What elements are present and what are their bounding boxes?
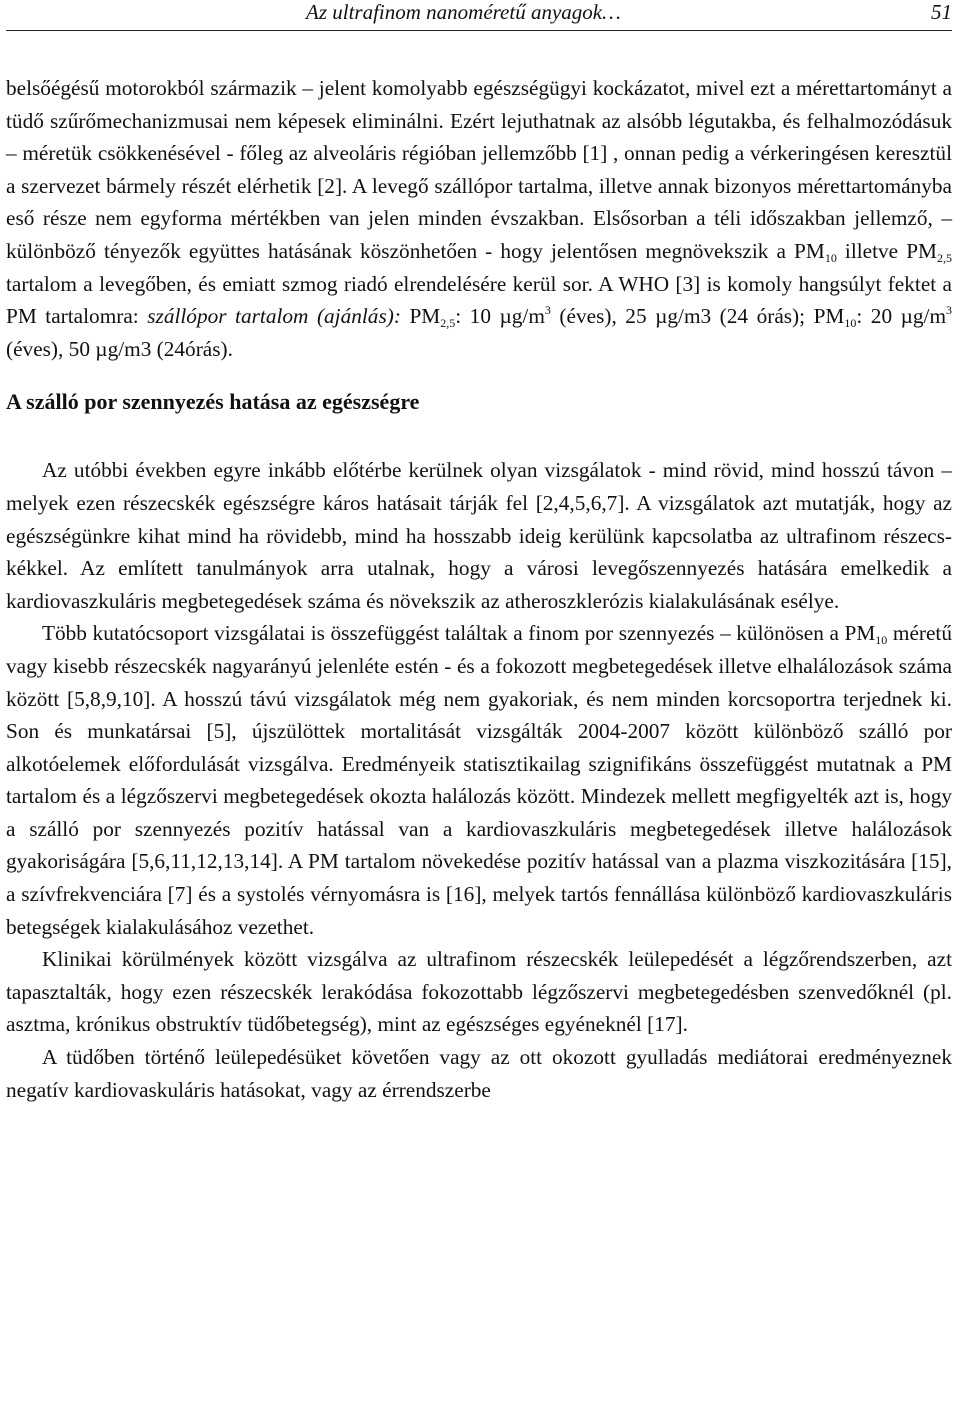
text-run: belsőégésű motorokból származik – jelent komolyabb egészségügyi kockázatot, mivel ezt a mérettartományt a tüdő szűrőmechanizmusai nem képesek eliminálni. Ezért lejuthatnak az alsóbb légutakba, és felhalmozódásuk – méretük csökkenésével - főleg az alveoláris régióban jellemzőbb [1] , onnan pedig a vérkeringésen keresztül a szervezet bármely részét elérhetik [2]. A levegő szállópor tartalma, illetve annak bizonyos mérettartományba eső része nem egyforma mértékben van jelen minden évszakban. Elsősorban a téli időszakban jellemző, – különböző tényezők együttes hatásának köszönhetően - hogy jelentősen megnövekszik a PM	[6, 76, 952, 263]
subscript: 10	[875, 633, 888, 648]
emphasis-text: szállópor tartalom (ajánlás):	[147, 304, 401, 329]
page-number: 51	[931, 0, 952, 24]
subscript: 2,5	[440, 316, 456, 331]
text-run: (éves), 25 µg/m3 (24 órás); PM	[550, 304, 845, 329]
section-heading: A szálló por szennyezés hatása az egészségre	[6, 389, 420, 415]
paragraph: A tüdőben történő leülepedésüket követően vagy az ott okozott gyulladás mediátorai eredményeznek negatív kardiovaskuláris hatásokat, vagy az érrendszerbe	[6, 1045, 952, 1102]
text-run: (éves), 50 µg/m3 (24órás).	[6, 336, 233, 361]
text-run: : 10 µg/m	[455, 304, 545, 329]
paragraph	[6, 617, 952, 943]
subscript: 2,5	[937, 250, 952, 265]
text-run: : 20 µg/m	[856, 304, 947, 329]
page-body	[6, 72, 952, 1106]
text-run: PM	[400, 304, 441, 329]
header-title: Az ultrafinom nanoméretű anyagok…	[306, 0, 621, 24]
subscript: 10	[844, 316, 857, 331]
subscript: 10	[824, 250, 837, 265]
paragraph: Az utóbbi években egyre inkább előtérbe kerülnek olyan vizsgálatok - mind rövid, mind hosszú távon – melyek ezen részecskék egészségre káros hatásait tárják fel [2,4,5,6,7]. A vizsgálatok azt mutatják, hogy az egészségünkre kihat mind ha rövidebb, mind ha hosszabb ideig kerülünk kapcsolatba az ultrafinom részecskékkel. Az említett tanulmányok arra utalnak, hogy a városi levegőszennyezés hatására emelkedik a kardiovaszkuláris megbetegedések száma és növekszik az atheroszklerózis kialakulásának esélye.	[6, 458, 952, 613]
superscript: 3	[946, 303, 953, 318]
text-run: illetve PM	[836, 238, 937, 263]
text-run: méretű vagy kisebb részecskék nagyarányú jelenléte estén - és a fokozott megbetegedések illetve elhalálozások száma között [5,8,9,10]. A hosszú távú vizsgálatok még nem gyakoriak, és nem minden korcsoportra terjednek ki. Son és munkatársai [5], újszülöttek mortalitását vizsgálták 2004-2007 között különböző szálló por alkotóelemek előfordulását vizsgálva. Eredményeik statisztikailag szignifikáns összefüggést mutatnak a PM tartalom és a légzőszervi megbetegedések okozta halálozás között. Mindezek mellett megfigyelték azt is, hogy a szálló por szennyezés pozitív hatással van a kardiovaszkuláris megbetegedések illetve halálozások gyakoriságára [5,6,11,12,13,14]. A PM tartalom növekedése pozitív hatással van a plazma viszkozitására [15], a szívfrekvenciára [7] és a systolés vérnyomásra is [16], melyek tartós fennállása különböző kardiovaszkuláris betegségek kialakulásához vezethet.	[6, 621, 953, 939]
text-run: tartalom a levegőben, és emiatt szmog riadó elrendelésére kerül sor. A WHO [3] is komoly hangsúlyt fektet a PM tartalomra:	[6, 271, 952, 329]
superscript: 3	[544, 303, 551, 318]
paragraph: Klinikai körülmények között vizsgálva az ultrafinom részecskék leülepedését a légzőrendszerben, azt tapasztalták, hogy ezen részecskék lerakódása fokozottabb légzőszervi megbetegedésben szenvedőknél (pl. asztma, krónikus obstruktív tüdőbetegség), mint az egészséges egyéneknél [17].	[6, 947, 952, 1037]
paragraph-continued	[6, 72, 952, 365]
text-run: Több kutatócsoport vizsgálatai is összefüggést találtak a finom por szennyezés – különösen a PM	[42, 621, 876, 646]
running-header	[6, 0, 952, 31]
